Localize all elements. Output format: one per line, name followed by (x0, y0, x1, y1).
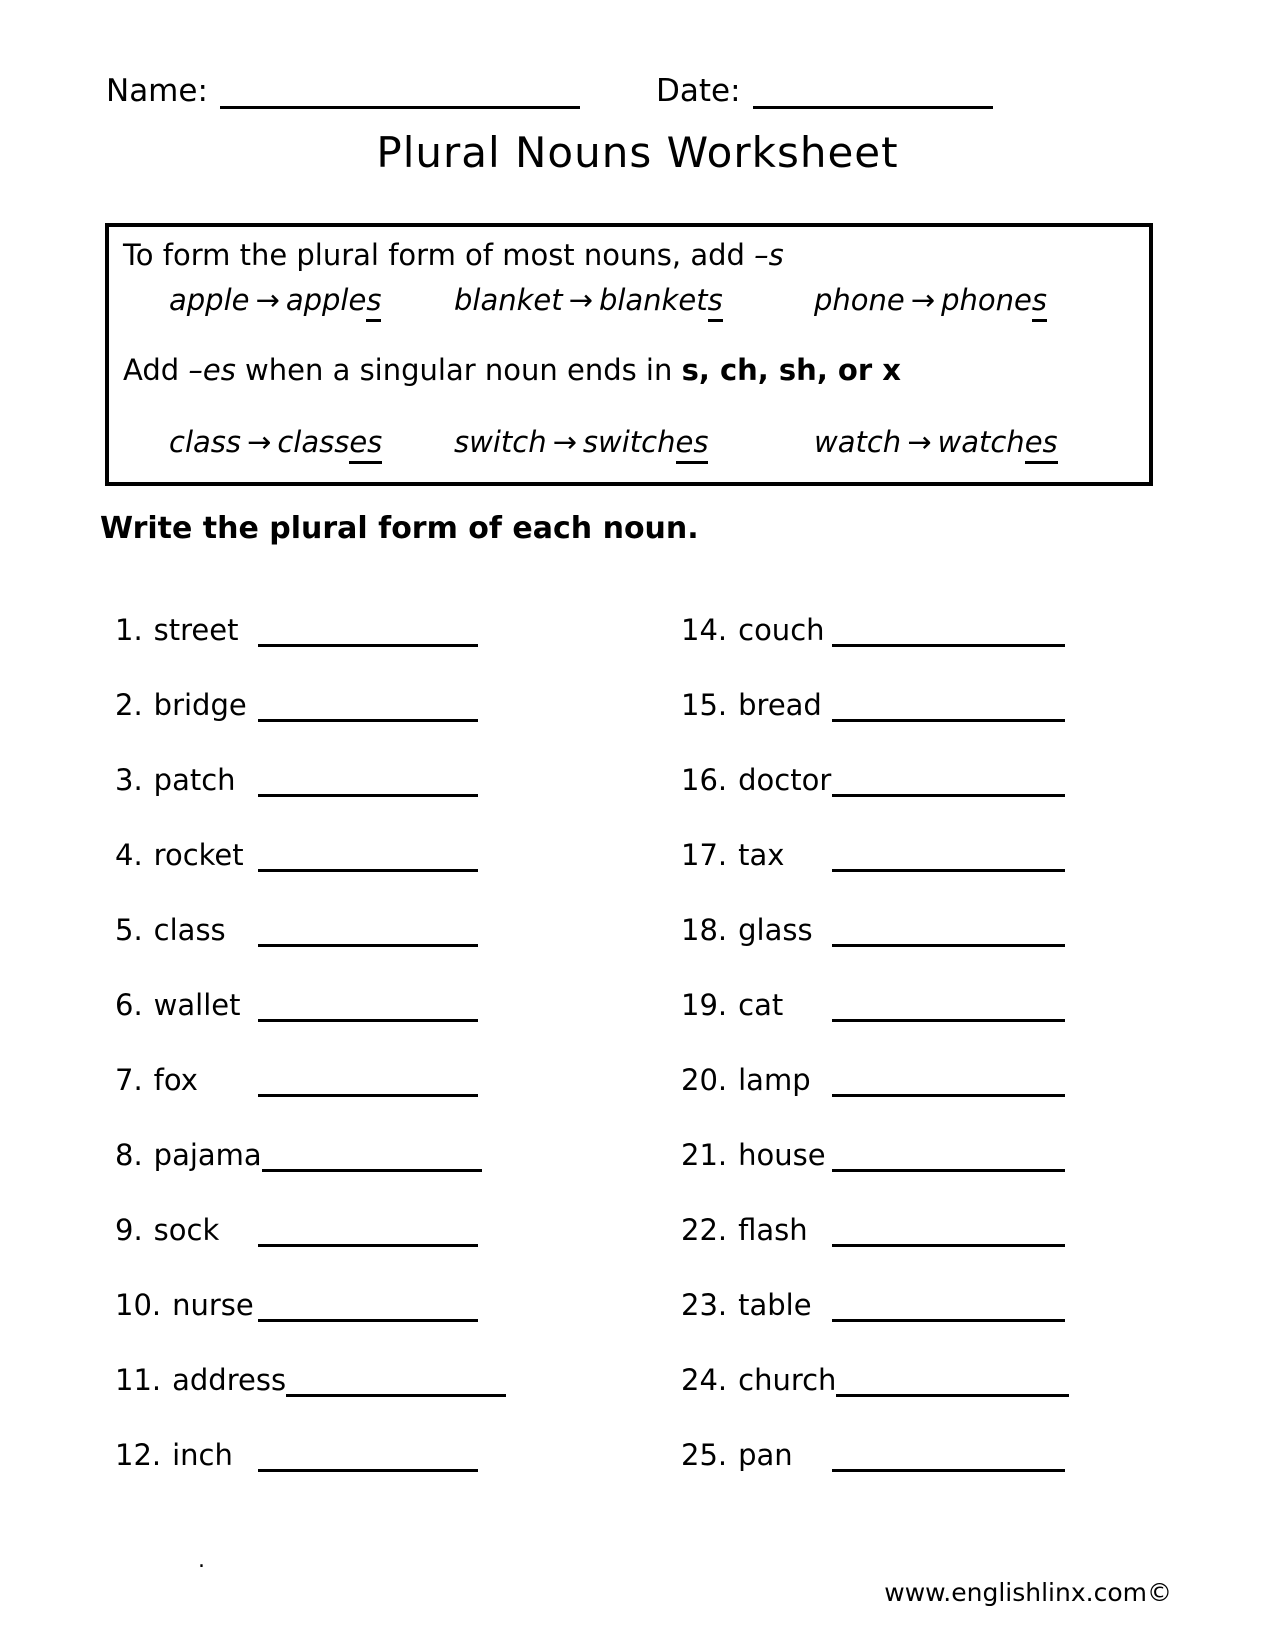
worksheet-item (681, 1063, 1069, 1097)
name-input-line[interactable] (220, 72, 580, 109)
worksheet-item (681, 1288, 1069, 1322)
name-label: Name: (106, 73, 208, 109)
arrow-icon: → (568, 283, 593, 317)
answer-blank[interactable] (258, 764, 478, 797)
worksheet-item (115, 1288, 506, 1322)
item-word: pajama (153, 1138, 262, 1172)
item-word: couch (738, 613, 825, 647)
answer-blank[interactable] (832, 1139, 1065, 1172)
item-number: 1. (115, 613, 143, 647)
answer-blank[interactable] (832, 839, 1065, 872)
item-word: bread (738, 688, 822, 722)
rule2-text (123, 353, 901, 387)
rule1-example-apple (169, 283, 381, 317)
answer-blank[interactable] (832, 1439, 1065, 1472)
worksheet-item (681, 988, 1069, 1022)
item-word: house (738, 1138, 826, 1172)
worksheet-item (681, 1213, 1069, 1247)
answer-blank[interactable] (832, 1289, 1065, 1322)
item-word: street (153, 613, 239, 647)
item-number: 24. (681, 1363, 728, 1397)
instruction-heading: Write the plural form of each noun. (100, 511, 699, 546)
item-word: table (738, 1288, 812, 1322)
worksheet-item (115, 988, 506, 1022)
example-stem: watch (937, 425, 1025, 459)
answer-blank[interactable] (258, 1289, 478, 1322)
item-number: 16. (681, 763, 728, 797)
rule1-text (123, 238, 784, 272)
worksheet-item (681, 913, 1069, 947)
item-word: tax (738, 838, 785, 872)
worksheet-item (681, 1363, 1069, 1397)
worksheet-item (115, 1363, 506, 1397)
item-word: church (738, 1363, 837, 1397)
worksheet-item (115, 1063, 506, 1097)
rules-box (105, 223, 1153, 486)
answer-blank[interactable] (258, 1439, 478, 1472)
item-number: 19. (681, 988, 728, 1022)
item-number: 9. (115, 1213, 143, 1247)
name-field-group (106, 72, 580, 109)
answer-blank[interactable] (832, 1064, 1065, 1097)
items-right-column (681, 613, 1069, 1513)
worksheet-item (681, 838, 1069, 872)
rule2-endings: s, ch, sh, or x (681, 353, 901, 387)
example-singular: phone (814, 283, 905, 317)
worksheet-item (115, 613, 506, 647)
items-left-column (115, 613, 506, 1513)
arrow-icon: → (552, 425, 577, 459)
worksheet-item (115, 1213, 506, 1247)
stray-dot: . (198, 1548, 205, 1573)
item-number: 10. (115, 1288, 162, 1322)
example-stem: switch (582, 425, 676, 459)
rule2-prefix: Add (123, 353, 189, 387)
date-label: Date: (656, 73, 741, 109)
worksheet-item (115, 838, 506, 872)
item-number: 14. (681, 613, 728, 647)
item-number: 8. (115, 1138, 143, 1172)
item-number: 21. (681, 1138, 728, 1172)
example-added-suffix: s (708, 283, 723, 322)
arrow-icon: → (247, 425, 272, 459)
answer-blank[interactable] (258, 989, 478, 1022)
item-word: doctor (738, 763, 832, 797)
worksheet-item (681, 1138, 1069, 1172)
item-word: nurse (172, 1288, 254, 1322)
item-word: fox (153, 1063, 198, 1097)
example-added-suffix: s (366, 283, 381, 322)
answer-blank[interactable] (258, 914, 478, 947)
rule2-middle: when a singular noun ends in (235, 353, 682, 387)
example-singular: watch (814, 425, 902, 459)
answer-blank[interactable] (832, 1214, 1065, 1247)
answer-blank[interactable] (258, 614, 478, 647)
footer-site-credit: www.englishlinx.com© (884, 1578, 1172, 1607)
example-added-suffix: es (676, 425, 709, 464)
date-field-group (656, 72, 993, 109)
example-added-suffix: es (349, 425, 382, 464)
rule2-example-class (169, 425, 382, 459)
rule1-body: To form the plural form of most nouns, add (123, 238, 755, 272)
item-number: 25. (681, 1438, 728, 1472)
item-word: rocket (153, 838, 244, 872)
item-word: cat (738, 988, 784, 1022)
item-number: 20. (681, 1063, 728, 1097)
answer-blank[interactable] (832, 764, 1065, 797)
worksheet-item (681, 1438, 1069, 1472)
item-word: patch (153, 763, 236, 797)
item-number: 4. (115, 838, 143, 872)
example-singular: apple (169, 283, 250, 317)
rule1-example-phone (814, 283, 1047, 317)
worksheet-item (115, 1138, 506, 1172)
item-word: glass (738, 913, 813, 947)
worksheet-item (115, 688, 506, 722)
item-number: 18. (681, 913, 728, 947)
example-added-suffix: s (1032, 283, 1047, 322)
page-title: Plural Nouns Worksheet (376, 128, 899, 177)
item-number: 6. (115, 988, 143, 1022)
item-number: 7. (115, 1063, 143, 1097)
item-number: 17. (681, 838, 728, 872)
item-word: bridge (153, 688, 247, 722)
arrow-icon: → (255, 283, 280, 317)
worksheet-item (115, 763, 506, 797)
answer-blank[interactable] (836, 1364, 1069, 1397)
answer-blank[interactable] (258, 1214, 478, 1247)
date-input-line[interactable] (753, 72, 993, 109)
item-number: 3. (115, 763, 143, 797)
example-stem: phone (941, 283, 1032, 317)
item-number: 15. (681, 688, 728, 722)
item-word: pan (738, 1438, 793, 1472)
example-stem: apple (285, 283, 367, 317)
item-word: class (153, 913, 226, 947)
worksheet-item (115, 1438, 506, 1472)
item-word: inch (172, 1438, 233, 1472)
answer-blank[interactable] (832, 989, 1065, 1022)
worksheet-item (681, 613, 1069, 647)
item-number: 23. (681, 1288, 728, 1322)
example-singular: blanket (454, 283, 563, 317)
rule1-example-blanket (454, 283, 723, 317)
item-number: 11. (115, 1363, 162, 1397)
item-number: 5. (115, 913, 143, 947)
answer-blank[interactable] (832, 914, 1065, 947)
answer-blank[interactable] (258, 689, 478, 722)
example-stem: class (277, 425, 350, 459)
rule2-suffix: –es (188, 353, 236, 387)
item-number: 12. (115, 1438, 162, 1472)
example-added-suffix: es (1025, 425, 1058, 464)
item-word: address (172, 1363, 287, 1397)
rule2-example-watch (814, 425, 1058, 459)
item-word: lamp (738, 1063, 811, 1097)
worksheet-item (115, 913, 506, 947)
item-number: 22. (681, 1213, 728, 1247)
worksheet-item (681, 763, 1069, 797)
rule2-example-switch (454, 425, 708, 459)
arrow-icon: → (910, 283, 936, 317)
example-stem: blanket (598, 283, 708, 317)
item-number: 2. (115, 688, 143, 722)
answer-blank[interactable] (258, 1064, 478, 1097)
answer-blank[interactable] (832, 689, 1065, 722)
item-word: flash (738, 1213, 808, 1247)
example-singular: switch (454, 425, 547, 459)
answer-blank[interactable] (258, 839, 478, 872)
answer-blank[interactable] (262, 1139, 482, 1172)
answer-blank[interactable] (286, 1364, 506, 1397)
worksheet-item (681, 688, 1069, 722)
item-word: sock (153, 1213, 220, 1247)
answer-blank[interactable] (832, 614, 1065, 647)
example-singular: class (169, 425, 241, 459)
rule1-suffix: –s (754, 238, 784, 272)
arrow-icon: → (907, 425, 932, 459)
item-word: wallet (153, 988, 241, 1022)
